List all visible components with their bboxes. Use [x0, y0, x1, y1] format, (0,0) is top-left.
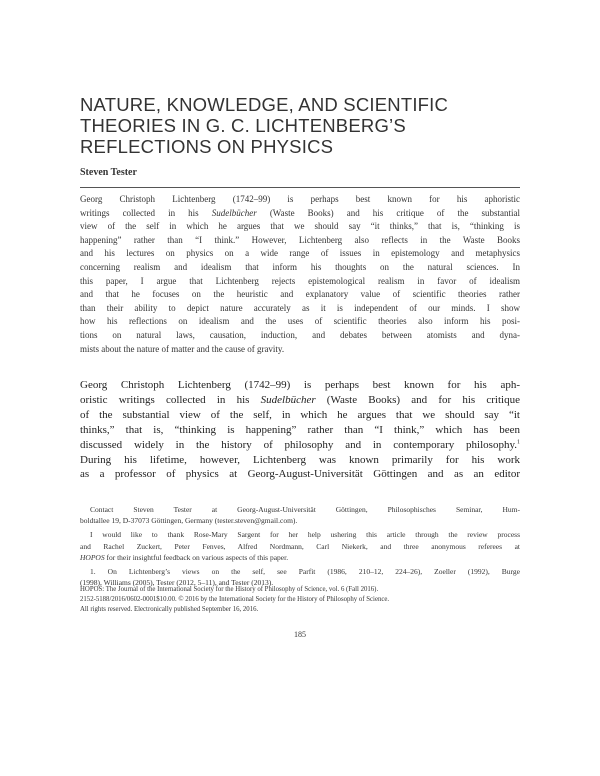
acknowledgment-note: I would like to thank Rose-Mary Sargent for her help ushering this article through the review process: [90, 530, 520, 540]
title-divider: [80, 187, 520, 188]
body-line: During his lifetime, however, Lichtenberg was known primarily for his work: [80, 453, 520, 466]
journal-info-line: 2152-5188/2016/0602-0001$10.00. © 2016 by the International Society for the History of Philosophy of Science.: [80, 596, 390, 604]
journal-name-italic: HOPOS: [80, 552, 105, 562]
abstract-line: tions on natural laws, causation, induction, and debates between atomists and dyna-: [80, 329, 520, 340]
abstract-line: concerning realism and idealism that inform his thoughts on the natural sciences. In: [80, 261, 520, 272]
footnote-1: (1998), Williams (2005), Tester (2012, 5–11), and Tester (2013).: [80, 578, 274, 588]
abstract-line: Georg Christoph Lichtenberg (1742–99) is perhaps best known for his aphoristic: [80, 194, 520, 204]
footnote-marker: 1: [517, 438, 520, 445]
abstract-line: how his reflections on idealism and the uses of scientific theories also inform his posi-: [80, 316, 520, 327]
body-text: oristic writings collected in his: [80, 393, 261, 406]
abstract-line: mists about the nature of matter and the cause of gravity.: [80, 343, 285, 354]
journal-info-line: All rights reserved. Electronically published September 16, 2016.: [80, 606, 259, 614]
abstract-line: [80, 207, 520, 221]
abstract-text: writings collected in his: [80, 207, 212, 218]
journal-info: [80, 585, 520, 616]
abstract-line: this paper, I argue that Lichtenberg rejects epistemological realism in favor of idealism: [80, 275, 520, 286]
acknowledgment-text: for their insightful feedback on various aspects of this paper.: [104, 552, 289, 562]
contact-note: boldtallee 19, D-37073 Göttingen, Germany (tester.steven@gmail.com).: [80, 516, 298, 526]
body-line: [80, 438, 520, 453]
page-number: 185: [294, 630, 306, 639]
footnote-1: 1. On Lichtenberg’s views on the self, see Parfit (1986, 210–12, 224–26), Zoeller (1992), Burge: [90, 567, 520, 577]
body-line: thinks,” that is, “thinking is happening” rather than “I think,” which has been: [80, 423, 520, 436]
article-title: [80, 94, 520, 157]
acknowledgment-note: and Rachel Zuckert, Peter Fenves, Alfred Nordmann, Carl Niekerk, and three anonymous referees at: [80, 541, 520, 551]
title-line: REFLECTIONS ON PHYSICS: [80, 136, 334, 157]
footnotes: [80, 504, 520, 588]
body-line: Georg Christoph Lichtenberg (1742–99) is perhaps best known for his aph-: [80, 379, 520, 391]
abstract-text: (Waste Books) and his critique of the substantial: [256, 207, 520, 218]
contact-note: Contact Steven Tester at Georg-August-Universität Göttingen, Philosophisches Seminar, Hum-: [90, 505, 520, 514]
body-line: [80, 393, 520, 408]
body-line: as a professor of physics at Georg-August-Universität Göttingen and as an editor: [80, 468, 520, 481]
title-line: NATURE, KNOWLEDGE, AND SCIENTIFIC: [80, 94, 449, 115]
abstract-line: and his lectures on physics on a wide range of issues in epistemology and metaphysics: [80, 248, 520, 259]
body-text: (Waste Books) and for his critique: [315, 393, 520, 406]
abstract-line: than their ability to depict nature accurately as it is independent of our minds. I show: [80, 302, 520, 313]
title-line: THEORIES IN G. C. LICHTENBERG’S: [80, 115, 406, 136]
abstract-line: happening” rather than “I think.” However, Lichtenberg also reflects in the Waste Books: [80, 234, 520, 245]
abstract-line: view of the self in which he argues that we should say “it thinks,” that is, “thinking is: [80, 221, 520, 232]
body-line: of the substantial view of the self, in which he argues that we should say “it: [80, 408, 520, 421]
abstract: [80, 193, 520, 356]
body-italic-title: Sudelbücher: [260, 393, 316, 406]
body-paragraph: [80, 378, 520, 482]
abstract-italic-title: Sudelbücher: [211, 207, 257, 218]
body-text: discussed widely in the history of philosophy and in contemporary philosophy.: [80, 438, 517, 451]
journal-info-line: HOPOS: The Journal of the International Society for the History of Philosophy of Science, vol. 6 (Fall 2016).: [80, 586, 379, 593]
abstract-line: and that he focuses on the heuristic and explanatory value of scientific theories rather: [80, 289, 520, 300]
acknowledgment-note: [80, 552, 520, 563]
author-name: Steven Tester: [80, 167, 137, 178]
